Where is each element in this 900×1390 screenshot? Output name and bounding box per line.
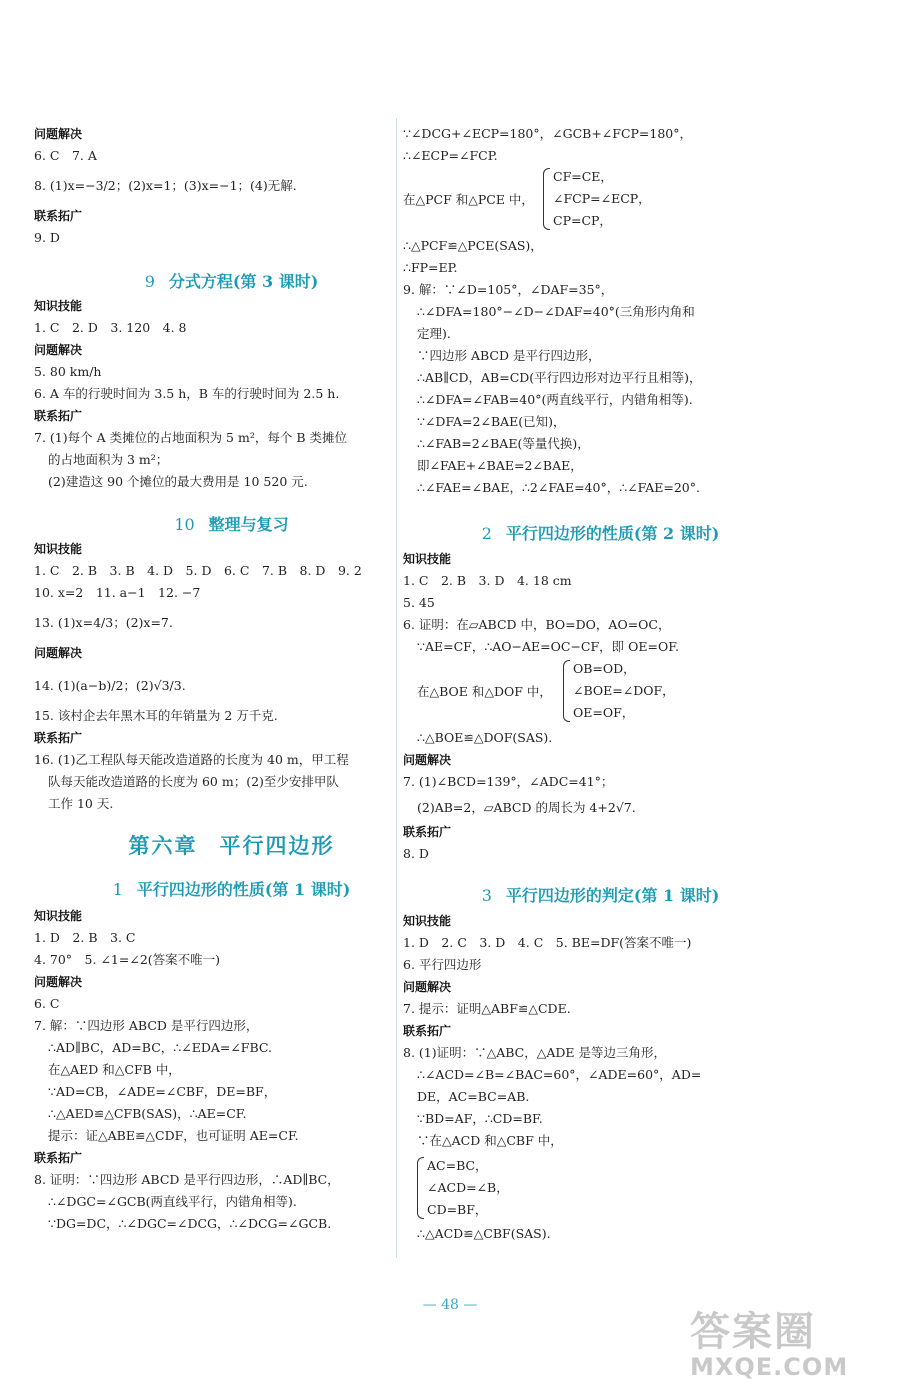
watermark-text: 答案圈 <box>690 1309 816 1355</box>
answer-line: 16. (1)乙工程队每天能改造道路的长度为 40 m，甲工程 <box>34 752 349 767</box>
answer-line: 在△PCF 和△PCE 中， <box>403 192 534 207</box>
answer-line: 1. C 2. D 3. 120 4. 8 <box>34 320 187 335</box>
answer-line: ∴∠ACD=∠B=∠BAC=60°，∠ADE=60°，AD= <box>417 1067 702 1082</box>
answer-line: 在△AED 和△CFB 中， <box>48 1062 181 1077</box>
section-number: 10 <box>174 515 195 534</box>
answer-line: 10. x=2 11. a−1 12. −7 <box>34 585 201 600</box>
answer-line: 7. 提示：证明△ABF≌△CDE. <box>403 1001 571 1016</box>
brace-line: AC=BC， <box>427 1158 488 1173</box>
answer-line: 8. (1)x=−3/2；(2)x=1；(3)x=−1；(4)无解. <box>34 178 297 193</box>
answer-line: ∴∠ECP=∠FCP. <box>403 148 498 163</box>
heading-problem-solving: 问题解决 <box>34 343 83 357</box>
section-title <box>34 880 429 900</box>
chapter-title <box>34 833 429 859</box>
answer-line: 8. (1)证明：∵△ABC，△ADE 是等边三角形， <box>403 1045 666 1060</box>
answer-line: ∵四边形 ABCD 是平行四边形， <box>417 348 601 363</box>
brace-line: ∠ACD=∠B， <box>427 1180 509 1195</box>
answer-line: ∴FP=EP. <box>403 260 458 275</box>
brace-line: ∠BOE=∠DOF， <box>573 683 675 698</box>
answer-line: 1. C 2. B 3. B 4. D 5. D 6. C 7. B 8. D 9. 2 <box>34 563 362 578</box>
heading-knowledge-skills: 知识技能 <box>34 542 83 556</box>
answer-line: 14. (1)(a−b)/2；(2)√3/3. <box>34 678 186 693</box>
heading-problem-solving: 问题解决 <box>34 127 83 141</box>
heading-extension: 联系拓广 <box>34 409 83 423</box>
heading-extension: 联系拓广 <box>34 1151 83 1165</box>
answer-line: ∵AE=CF，∴AO−AE=OC−CF，即 OE=OF. <box>417 639 679 654</box>
answer-line: 9. D <box>34 230 60 245</box>
answer-line: 6. 证明：在▱ABCD 中，BO=DO，AO=OC， <box>403 617 671 632</box>
heading-extension: 联系拓广 <box>403 825 452 839</box>
answer-line: ∴∠DFA=∠FAB=40°(两直线平行，内错角相等). <box>417 392 693 407</box>
answer-line: ∴AB∥CD，AB=CD(平行四边形对边平行且相等)， <box>417 370 702 385</box>
answer-line: ∴∠FAB=2∠BAE(等量代换)， <box>417 436 590 451</box>
answer-line: ∵BD=AF，∴CD=BF. <box>417 1111 543 1126</box>
answer-line: 1. D 2. B 3. C <box>34 930 136 945</box>
answer-line: ∴△BOE≌△DOF(SAS). <box>417 730 553 745</box>
section-title <box>403 524 798 544</box>
page-number: — 48 — <box>422 1297 478 1313</box>
answer-line: 6. A 车的行驶时间为 3.5 h，B 车的行驶时间为 2.5 h. <box>34 386 340 401</box>
section-name: 平行四边形的性质(第 2 课时) <box>505 524 720 543</box>
answer-line: ∵在△ACD 和△CBF 中， <box>417 1133 563 1148</box>
answer-line: 5. 45 <box>403 595 435 610</box>
section-number: 3 <box>481 886 492 905</box>
answer-line: 1. D 2. C 3. D 4. C 5. BE=DF(答案不唯一) <box>403 935 692 950</box>
answer-line: ∵∠DFA=2∠BAE(已知)， <box>417 414 566 429</box>
chapter-name: 平行四边形 <box>219 833 335 858</box>
answer-line: 6. 平行四边形 <box>403 957 482 972</box>
equation-brace-group <box>417 1155 577 1221</box>
heading-knowledge-skills: 知识技能 <box>403 552 452 566</box>
equation-brace-group <box>543 166 723 232</box>
answer-line: 13. (1)x=4/3；(2)x=7. <box>34 615 173 630</box>
brace-line: CD=BF， <box>427 1202 488 1217</box>
section-number: 9 <box>144 272 155 291</box>
brace-line: ∠FCP=∠ECP， <box>553 191 651 206</box>
answer-line: ∵∠DCG+∠ECP=180°，∠GCB+∠FCP=180°， <box>403 126 693 141</box>
answer-line: 9. 解：∵∠D=105°，∠DAF=35°， <box>403 282 614 297</box>
section-number: 2 <box>481 524 492 543</box>
answer-line: ∵AD=CB，∠ADE=∠CBF，DE=BF， <box>48 1084 277 1099</box>
heading-problem-solving: 问题解决 <box>403 753 452 767</box>
heading-extension: 联系拓广 <box>403 1024 452 1038</box>
heading-knowledge-skills: 知识技能 <box>34 909 83 923</box>
heading-knowledge-skills: 知识技能 <box>403 914 452 928</box>
answer-line: 4. 70° 5. ∠1=∠2(答案不唯一) <box>34 952 221 967</box>
answer-line: 6. C <box>34 996 60 1011</box>
answer-line: 工作 10 天. <box>48 796 114 811</box>
answer-line: ∴∠DFA=180°−∠D−∠DAF=40°(三角形内角和 <box>417 304 695 319</box>
answer-line: 6. C 7. A <box>34 148 97 163</box>
answer-line: (2)AB=2，▱ABCD 的周长为 4+2√7. <box>417 800 636 815</box>
answer-line: 队每天能改造道路的长度为 60 m；(2)至少安排甲队 <box>48 774 339 789</box>
brace-line: CF=CE， <box>553 169 613 184</box>
answer-line: 7. (1)每个 A 类摊位的占地面积为 5 m²，每个 B 类摊位 <box>34 430 347 445</box>
answer-line: 8. 证明：∵四边形 ABCD 是平行四边形，∴AD∥BC， <box>34 1172 340 1187</box>
answer-line: 15. 该村企去年黑木耳的年销量为 2 万千克. <box>34 708 278 723</box>
answer-line: 1. C 2. B 3. D 4. 18 cm <box>403 573 572 588</box>
section-number: 1 <box>112 880 123 899</box>
equation-brace-group <box>563 658 723 724</box>
watermark-logo <box>690 1300 890 1386</box>
heading-problem-solving: 问题解决 <box>34 646 83 660</box>
brace-line: CP=CP， <box>553 213 612 228</box>
answer-line: ∴△AED≌△CFB(SAS)，∴AE=CF. <box>48 1106 247 1121</box>
heading-extension: 联系拓广 <box>34 209 83 223</box>
section-title <box>34 272 429 292</box>
answer-line: ∴∠FAE=∠BAE，∴2∠FAE=40°，∴∠FAE=20°. <box>417 480 700 495</box>
brace-mark <box>417 1157 424 1219</box>
answer-line: 提示：证△ABE≌△CDF，也可证明 AE=CF. <box>48 1128 299 1143</box>
brace-mark <box>563 660 570 722</box>
answer-line: 7. (1)∠BCD=139°，∠ADC=41°； <box>403 774 614 789</box>
answer-line: 定理). <box>417 326 451 341</box>
section-name: 分式方程(第 3 课时) <box>168 272 319 291</box>
watermark-url: MXQE.COM <box>690 1353 849 1381</box>
answer-line: 5. 80 km/h <box>34 364 102 379</box>
heading-problem-solving: 问题解决 <box>34 975 83 989</box>
answer-line: 的占地面积为 3 m²； <box>48 452 169 467</box>
answer-line: ∴△PCF≌△PCE(SAS)， <box>403 238 543 253</box>
brace-line: OE=OF， <box>573 705 635 720</box>
answer-line: ∴AD∥BC，AD=BC，∴∠EDA=∠FBC. <box>48 1040 272 1055</box>
brace-line: OB=OD， <box>573 661 636 676</box>
chapter-number: 第六章 <box>128 833 198 858</box>
section-name: 平行四边形的性质(第 1 课时) <box>136 880 351 899</box>
section-name: 整理与复习 <box>208 515 289 534</box>
heading-problem-solving: 问题解决 <box>403 980 452 994</box>
answer-line: 在△BOE 和△DOF 中， <box>417 684 552 699</box>
answer-line: (2)建造这 90 个摊位的最大费用是 10 520 元. <box>48 474 308 489</box>
answer-line: 7. 解：∵四边形 ABCD 是平行四边形， <box>34 1018 259 1033</box>
answer-line: ∵DG=DC，∴∠DGC=∠DCG，∴∠DCG=∠GCB. <box>48 1216 332 1231</box>
heading-knowledge-skills: 知识技能 <box>34 299 83 313</box>
answer-line: ∴△ACD≌△CBF(SAS). <box>417 1226 551 1241</box>
section-title <box>403 886 798 906</box>
heading-extension: 联系拓广 <box>34 731 83 745</box>
answer-line: 8. D <box>403 846 429 861</box>
answer-line: DE，AC=BC=AB. <box>417 1089 530 1104</box>
answer-line: ∴∠DGC=∠GCB(两直线平行，内错角相等). <box>48 1194 297 1209</box>
section-title <box>34 515 429 535</box>
answer-line: 即∠FAE+∠BAE=2∠BAE， <box>417 458 583 473</box>
brace-mark <box>543 168 550 230</box>
section-name: 平行四边形的判定(第 1 课时) <box>505 886 720 905</box>
